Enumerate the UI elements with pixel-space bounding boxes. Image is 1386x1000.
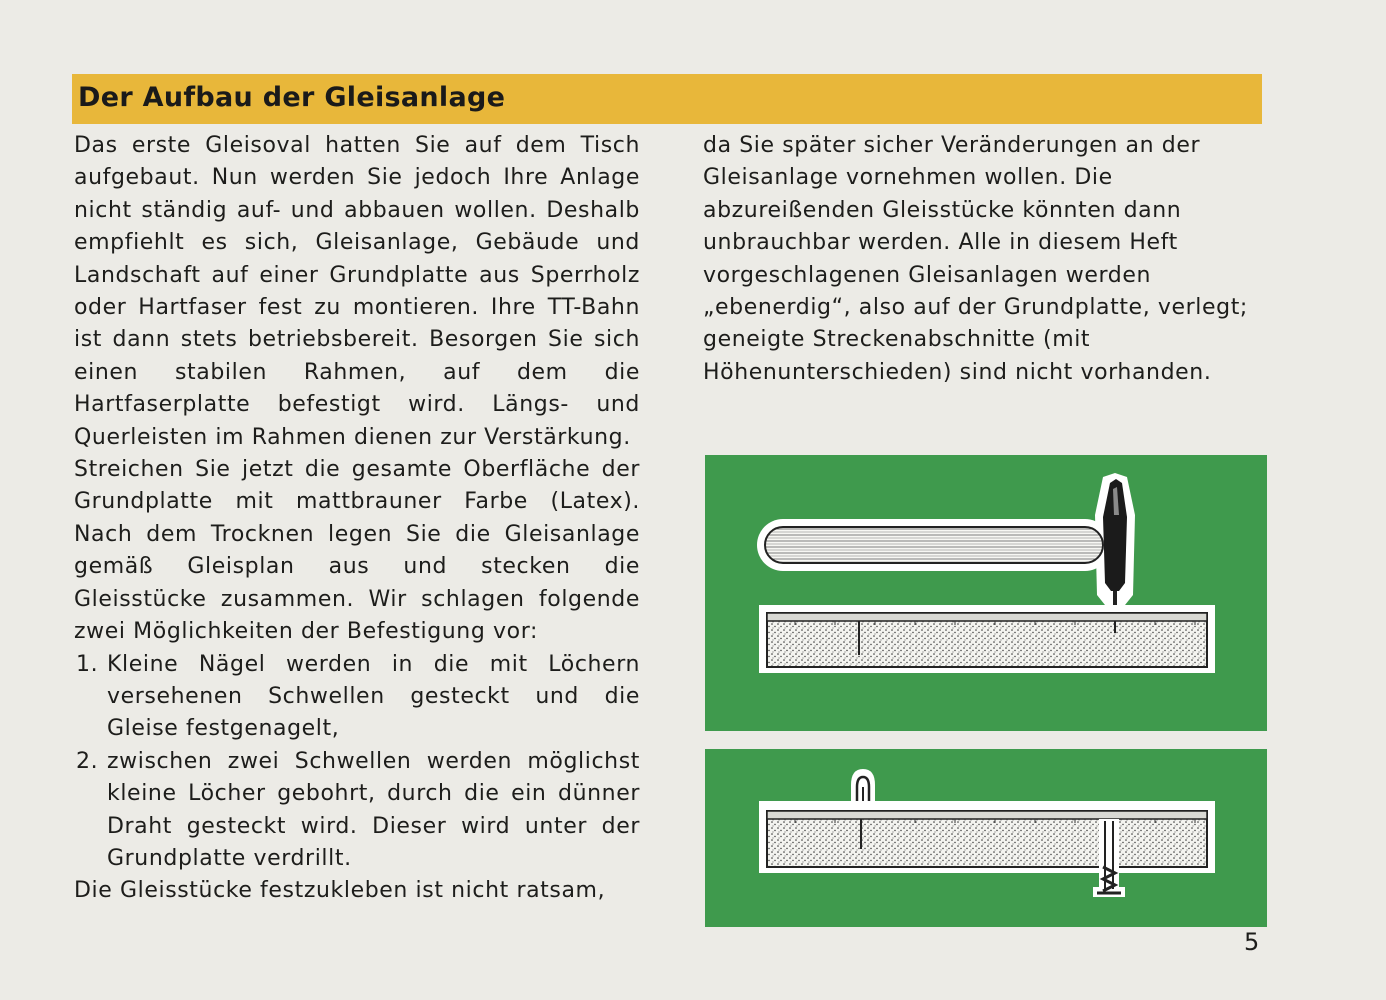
wire-fastening-drawing <box>705 749 1267 927</box>
page-number: 5 <box>1244 928 1260 956</box>
track-on-baseboard <box>759 801 1215 873</box>
list-item-text: Kleine Nägel werden in die mit Löchern versehenen Schwellen gesteckt und die Gleise festgenagelt, <box>107 651 640 742</box>
list-item-number: 2. <box>76 748 99 774</box>
heading-band <box>72 74 1262 124</box>
list-item <box>74 746 640 876</box>
list-item-number: 1. <box>76 651 99 677</box>
list-item-text: zwischen zwei Schwellen werden möglichst kleine Löcher gebohrt, durch die ein dünner Draht gesteckt wird. Dieser wird unter der Grundplatte verdrillt. <box>107 748 640 871</box>
fastening-options-list <box>74 649 640 876</box>
illustration-hammer-nail <box>705 455 1267 731</box>
track-on-baseboard <box>759 605 1215 673</box>
right-text-column <box>703 130 1266 389</box>
hammer-icon <box>757 473 1135 605</box>
paragraph-gluing: Die Gleisstücke festzukleben ist nicht ratsam, <box>74 878 606 904</box>
left-text-column <box>74 130 640 908</box>
hammer-nail-drawing <box>705 455 1267 731</box>
paragraph-painting: Streichen Sie jetzt die gesamte Oberfläche der Grundplatte mit mattbrauner Farbe (Latex). Nach dem Trocknen legen Sie die Gleisanlage gemäß Gleisplan aus und stecken die Gleisstücke zusammen. Wir schlagen folgende zwei Möglichkeiten der Befestigung vor: <box>74 457 640 645</box>
list-item <box>74 649 640 746</box>
page-heading: Der Aufbau der Gleisanlage <box>78 82 506 113</box>
illustration-wire-fastening <box>705 749 1267 927</box>
paragraph-intro: Das erste Gleisoval hatten Sie auf dem Tisch aufgebaut. Nun werden Sie jedoch Ihre Anlage nicht ständig auf- und abbauen wollen. Deshalb empfiehlt es sich, Gleisanlage, Gebäude und Landschaft auf einer Grundplatte aus Sperrholz oder Hartfaser fest zu montieren. Ihre TT-Bahn ist dann stets betriebsbereit. Besorgen Sie sich einen stabilen Rahmen, auf dem die Hartfaserplatte befestigt wird. Längs- und Querleisten im Rahmen dienen zur Verstärkung. <box>74 133 640 450</box>
paragraph-continuation: da Sie später sicher Veränderungen an der Gleisanlage vornehmen wollen. Die abzureißenden Gleisstücke könnten dann unbrauchbar werden. Alle in diesem Heft vorgeschlagenen Gleisanlagen werden „ebenerdig“, also auf der Grundplatte, verlegt; geneigte Streckenabschnitte (mit Höhenunterschieden) sind nicht vorhanden. <box>703 133 1248 385</box>
